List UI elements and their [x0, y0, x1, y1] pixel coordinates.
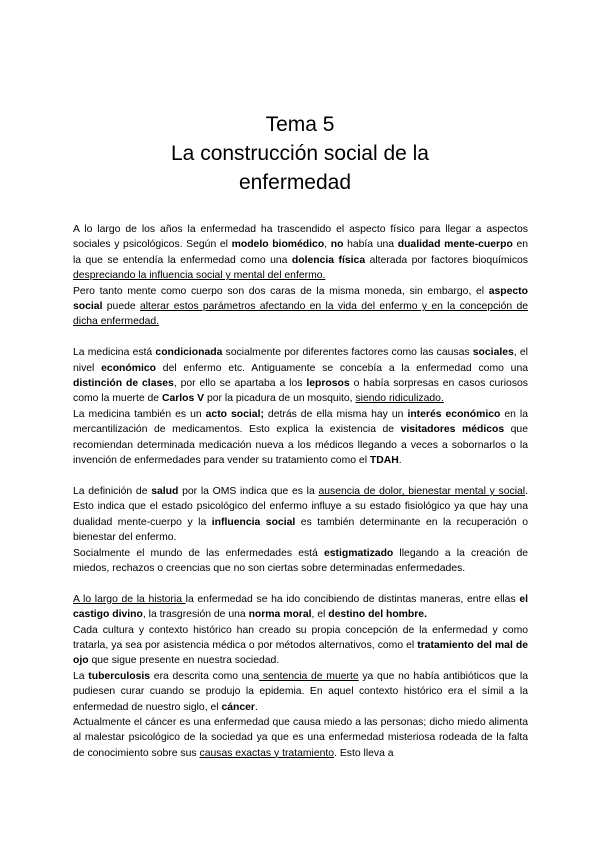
paragraph-6 — [73, 546, 528, 577]
underlined-text: causas exactas y tratamiento — [199, 747, 335, 759]
text-run: en la que se entendía la enfermedad como una — [73, 239, 529, 266]
bold-text: visitadores médicos — [400, 424, 505, 436]
bold-text: influencia social — [211, 516, 296, 528]
underlined-text: A lo largo de la historia — [73, 593, 186, 605]
bold-text: distinción de clases — [73, 378, 174, 390]
text-run: que recomiendan determinada medicación nueva a los médicos llegando a veces a sobornarlos o la invención de enfermedades para vender su tratamiento como el — [73, 424, 528, 467]
paragraph-10 — [73, 715, 528, 761]
paragraph-gap — [73, 468, 528, 483]
text-run: La definición de — [73, 485, 152, 497]
bold-text: estigmatizado — [323, 547, 394, 559]
underlined-text: siendo ridiculizado. — [355, 393, 444, 405]
text-run: La medicina también es un — [73, 408, 206, 420]
underlined-text: ausencia de dolor, bienestar mental y social — [318, 485, 526, 497]
text-run: socialmente por diferentes factores como las causas — [222, 347, 473, 359]
underlined-text: despreciando la influencia social y mental del enfermo. — [73, 270, 326, 282]
bold-text: cáncer — [221, 701, 255, 713]
text-run: La medicina está — [73, 347, 156, 359]
page-title — [0, 110, 600, 197]
text-run: por la picadura de un mosquito, — [204, 393, 356, 405]
bold-text: interés económico — [407, 408, 501, 420]
text-run: es también determinante en la recuperación o bienestar del enfermo. — [73, 516, 529, 544]
text-run: A lo largo de los años la enfermedad ha trascendido el aspecto físico para llegar a aspectos sociales y psicológicos. Según el — [73, 224, 528, 251]
bold-text: destino del hombre. — [328, 609, 427, 621]
text-run: puede — [102, 301, 140, 313]
bold-text: condicionada — [155, 347, 223, 359]
bold-text: salud — [151, 485, 179, 497]
bold-text: modelo biomédico — [231, 239, 325, 251]
text-run: la enfermedad se ha ido concibiendo de distintas maneras, entre ellas — [185, 593, 520, 605]
text-run: , el nivel — [73, 347, 528, 374]
bold-text: leprosos — [306, 378, 350, 390]
underlined-text: alterar estos parámetros afectando en la vida del enfermo y en la concepción de dicha enfermedad. — [73, 301, 528, 328]
text-run: Cada cultura y contexto histórico han creado su propia concepción de la enfermedad y como tratarla, ya sea por asistencia médica o por métodos alternativos, como el — [73, 624, 528, 651]
text-run: . Esto indica que el estado psicológico del enfermo influye a su estado fisiológico ya que hay una dualidad mente-cuerpo y la — [73, 485, 528, 528]
text-run: por la OMS indica que es la — [178, 485, 319, 497]
text-run: era descrita como una — [150, 670, 260, 682]
title-line-1: Tema 5 — [265, 113, 335, 136]
text-run: Pero tanto mente como cuerpo son dos caras de la misma moneda, sin embargo, el — [73, 285, 489, 297]
bold-text: Carlos V — [161, 393, 205, 405]
paragraph-gap — [73, 576, 528, 591]
bold-text: dolencia física — [291, 254, 366, 266]
text-run: , la trasgresión de una — [142, 609, 249, 621]
text-run: , el — [311, 609, 329, 621]
text-run: La — [73, 670, 89, 682]
text-run: . Esto lleva a — [334, 747, 394, 759]
bold-text: dualidad mente-cuerpo — [397, 239, 513, 251]
text-run: , — [324, 239, 331, 251]
bold-text: económico — [101, 362, 157, 374]
bold-text: norma moral — [248, 609, 312, 621]
bold-text: el castigo divino — [73, 593, 528, 621]
title-line-3: enfermedad — [238, 171, 352, 194]
bold-text: sociales — [472, 347, 514, 359]
paragraph-4 — [73, 407, 528, 469]
text-run: llegando a la creación de miedos, rechazos o creencias que no son ciertas sobre determinadas enfermedades. — [73, 547, 529, 574]
bold-text: no — [330, 239, 344, 251]
text-run: del enfermo etc. Antiguamente se concebía a la enfermedad como una — [156, 362, 528, 374]
bold-text: aspecto social — [73, 285, 528, 313]
paragraph-2 — [73, 284, 528, 330]
title-line-2: La construcción social de la — [171, 142, 429, 165]
text-run: que sigue presente en nuestra sociedad. — [88, 655, 280, 667]
text-run: . — [254, 701, 258, 713]
text-run: en la mercantilización de medicamentos. Esto explica la existencia de — [73, 408, 529, 436]
bold-text: acto social; — [205, 408, 264, 420]
bold-text: tratamiento del mal de ojo — [73, 639, 528, 667]
text-run: ya que no había antibióticos que la pudiesen curar cuando se produjo la epidemia. En aquel contexto histórico era el símil a la enfermedad de nuestro siglo, el — [73, 670, 528, 713]
text-run: , por ello se apartaba a los — [173, 378, 307, 390]
text-run: o había sorpresas en casos curiosos como la muerte de — [73, 378, 528, 405]
paragraph-7 — [73, 592, 528, 623]
text-run: Socialmente el mundo de las enfermedades está — [73, 547, 324, 559]
text-run: Actualmente el cáncer es una enfermedad que causa miedo a las personas; dicho miedo alimenta al malestar psicológico de la sociedad ya que es una enfermedad misteriosa rodeada de la falta de conocimiento sobre sus — [73, 716, 528, 759]
document-body — [73, 222, 528, 761]
paragraph-gap — [73, 330, 528, 345]
underlined-text: sentencia de muerte — [259, 670, 359, 682]
bold-text: tuberculosis — [88, 670, 151, 682]
bold-text: TDAH — [369, 455, 399, 467]
paragraph-5 — [73, 484, 528, 546]
text-run: detrás de ella misma hay un — [263, 408, 408, 420]
text-run: . — [398, 455, 402, 467]
text-run: alterada por factores bioquímicos — [365, 254, 528, 266]
paragraph-8 — [73, 623, 528, 669]
paragraph-9 — [73, 669, 528, 715]
text-run: había una — [343, 239, 398, 251]
paragraph-1 — [73, 222, 528, 284]
paragraph-3 — [73, 345, 528, 407]
